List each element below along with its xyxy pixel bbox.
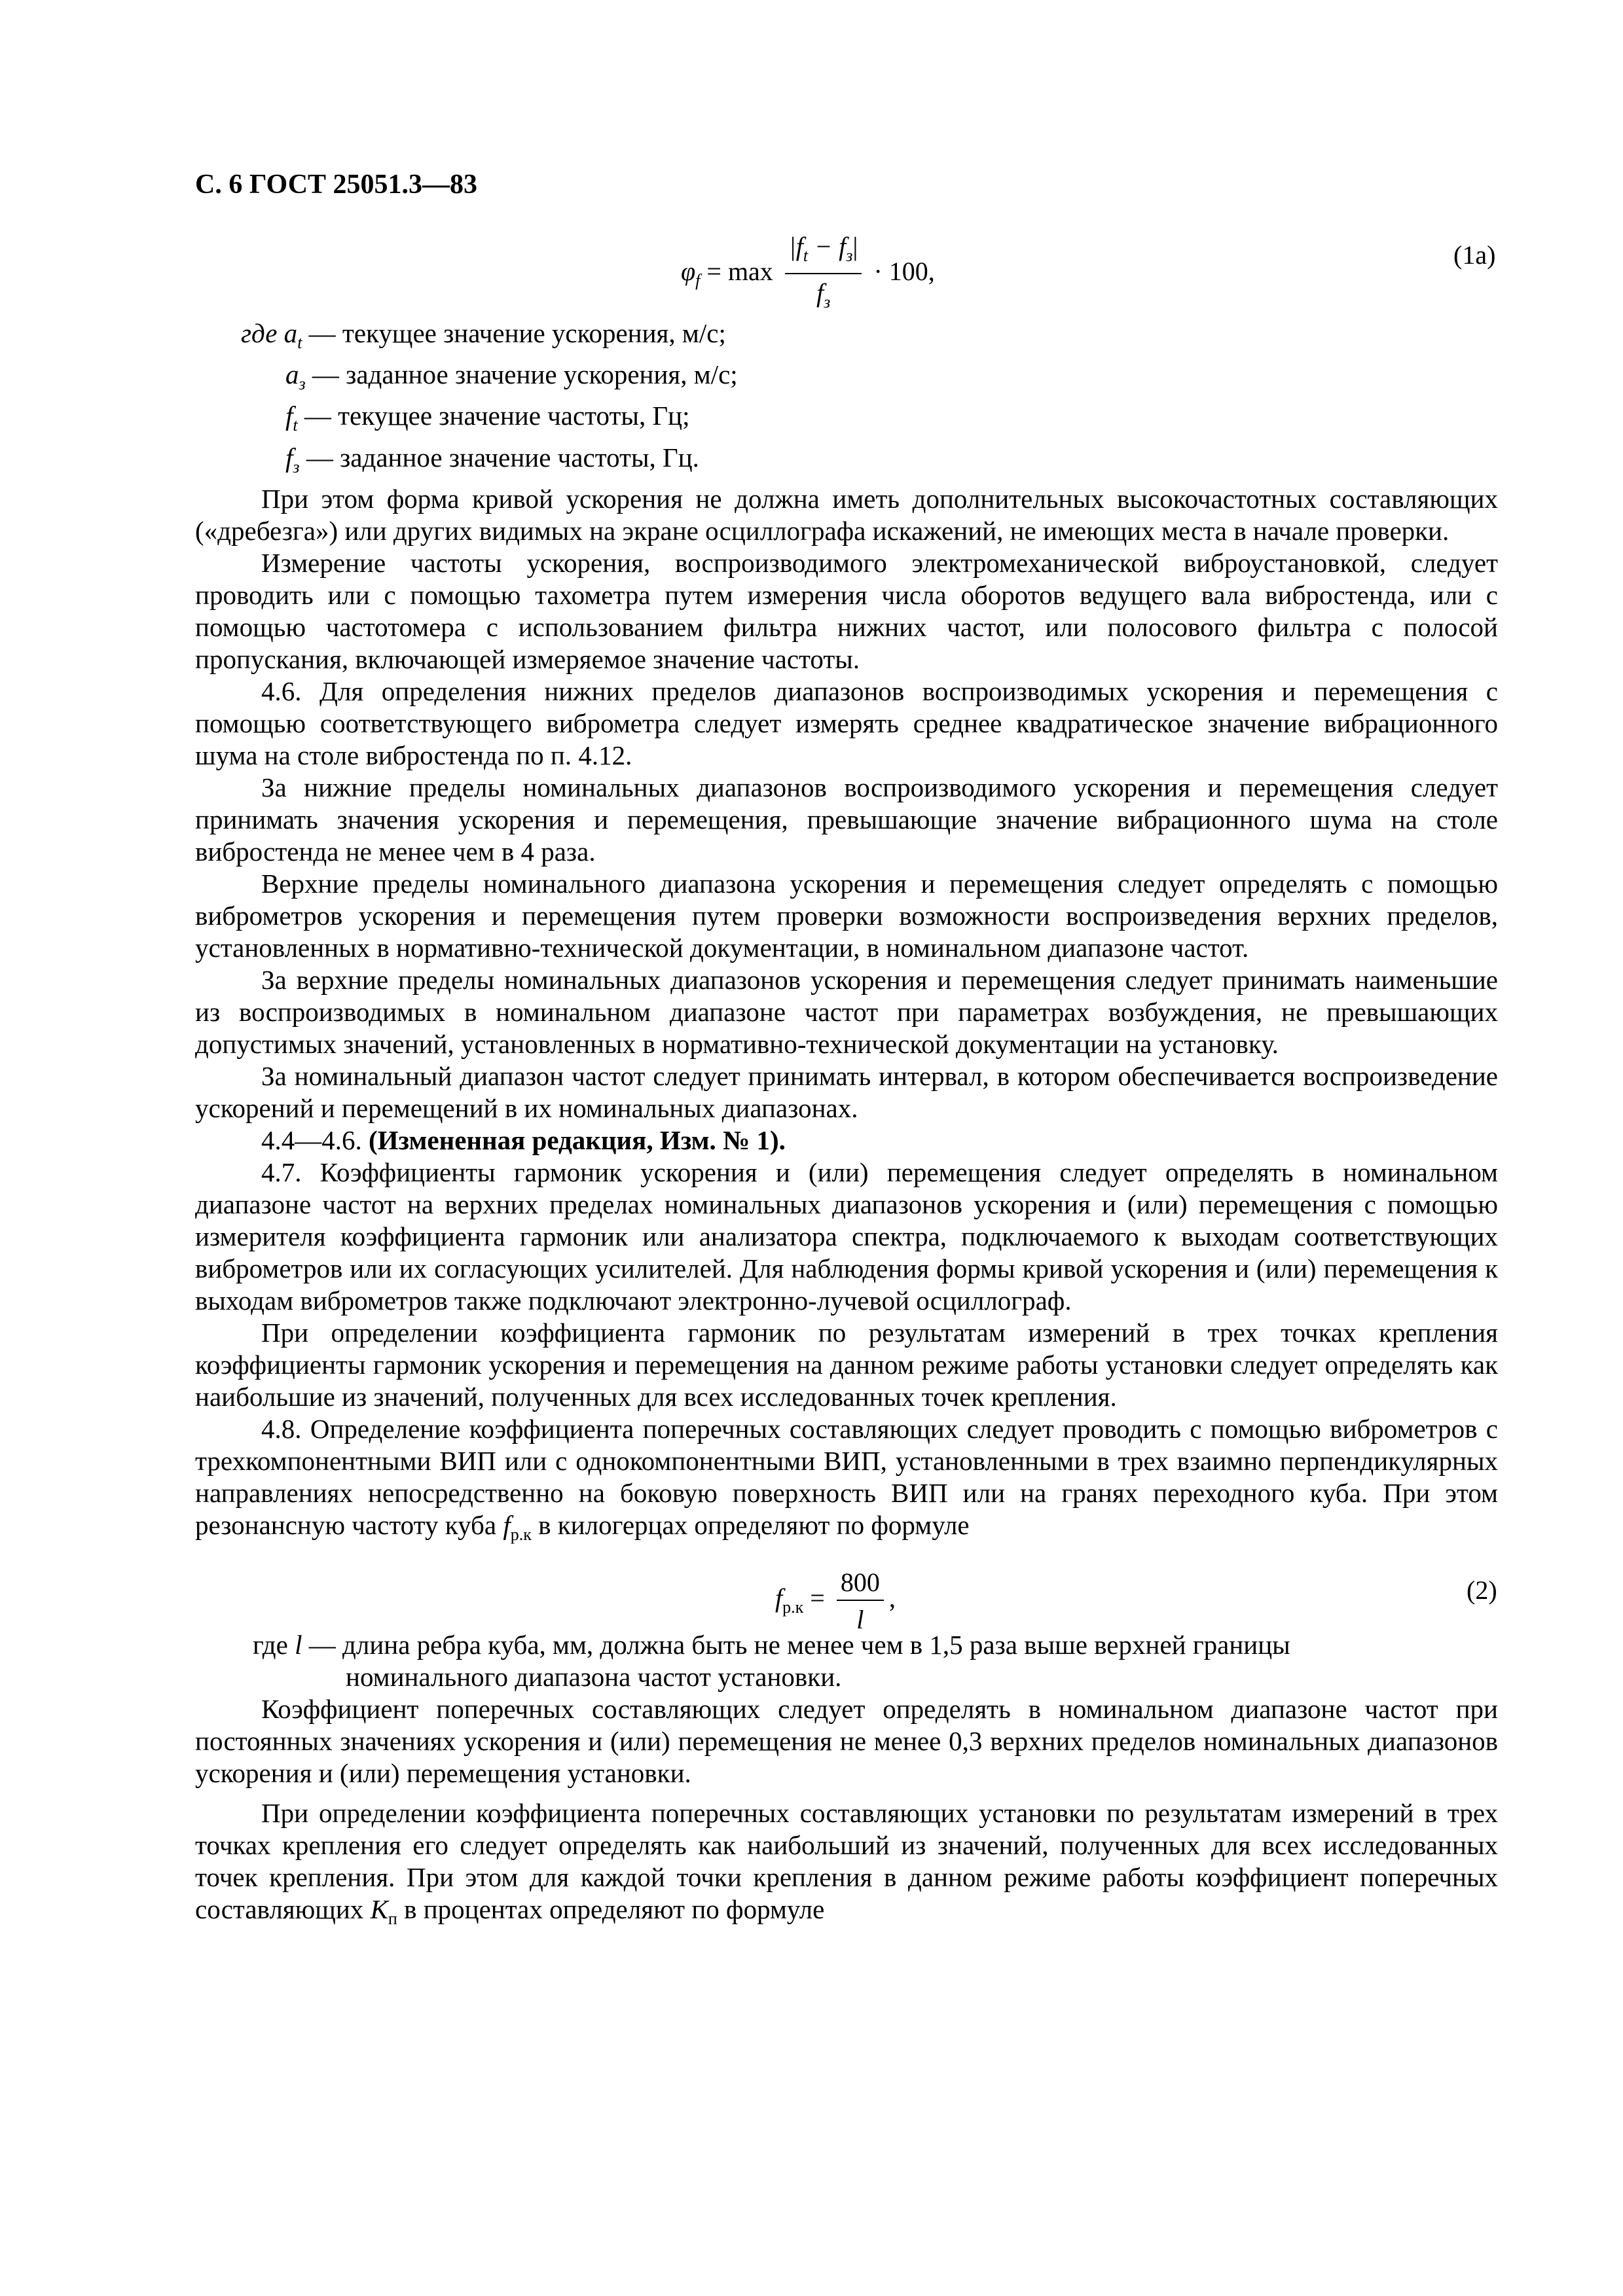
formula-2-row <box>195 1551 1498 1634</box>
definition-item: где $a_t$ — текущее значение ускорения, м/с; <box>241 318 726 353</box>
paragraph: При определении коэффициента гармоник по результатам измерений в трех точках крепления коэффициенты гармоник ускорения и перемещения на данном режиме работы установки следует определять как наибольшие из значений, полученных для всех исследованных точек крепления. <box>195 1317 1498 1412</box>
formula-number-1a: (1а) <box>1453 240 1496 270</box>
paragraph: За номинальный диапазон частот следует принимать интервал, в котором обеспечивается воспроизведение ускорений и перемещений в их номинальных диапазонах. <box>195 1060 1498 1123</box>
paragraph: За верхние пределы номинальных диапазонов ускорения и перемещения следует принимать наименьшие из воспроизводимых в номинальном диапазоне частот при параметрах возбуждения, не превышающих допустимых значений, установленных в нормативно-технической документации на установку. <box>195 964 1498 1059</box>
paragraph-4-8: 4.8. Определение коэффициента поперечных составляющих следует проводить с помощью виброметров с трехкомпонентными ВИП или с однокомпонентными ВИП, установленными в трех взаимно перпендикулярных направлениях непосредственно на боковую поверхность ВИП или на гранях переходного куба. При этом резонансную частоту куба $f_{р.к}$ в килогерцах определяют по формуле <box>195 1413 1498 1544</box>
formula-numerator: $|f_t - f_з|$ <box>785 230 862 274</box>
paragraph: Измерение частоты ускорения, воспроизводимого электромеханической виброустановкой, следует проводить или с помощью тахометра путем измерения числа оборотов ведущего вала вибростенда, или с помощью частотомера с использованием фильтра нижних частот, или полосового фильтра с полосой пропускания, включающей измеряемое значение частоты. <box>195 547 1498 674</box>
formula-lhs: φ <box>681 257 696 287</box>
definitions-list <box>241 317 1498 483</box>
amendment-note: 4.4—4.6. (Измененная редакция, Изм. № 1). <box>261 1124 786 1155</box>
definition-item: $f_t$ — текущее значение частоты, Гц; <box>285 401 690 435</box>
formula-1a <box>681 230 935 318</box>
paragraph: 4.7. Коэффициенты гармоник ускорения и (или) перемещения следует определять в номинальном диапазоне частот на верхних пределах номинальных диапазонов ускорения и (или) перемещения с помощью измерителя коэффициента гармоник или анализатора спектра, подключаемого к выходам соответствующих виброметров или их согласующих усилителей. Для наблюдения формы кривой ускорения и (или) перемещения к выходам виброметров также подключают электронно-лучевой осциллограф. <box>195 1157 1498 1316</box>
definition-item: $f_з$ — заданное значение частоты, Гц. <box>285 442 699 476</box>
paragraph: Верхние пределы номинального диапазона ускорения и перемещения следует определять с помощью виброметров ускорения и перемещения путем проверки возможности воспроизведения верхних пределов, установленных в нормативно-технической документации, в номинальном диапазоне частот. <box>195 868 1498 963</box>
formula-lhs-sub: f <box>695 271 701 291</box>
paragraph: Коэффициент поперечных составляющих следует определять в номинальном диапазоне частот при постоянных значениях ускорения и (или) перемещения не менее 0,3 верхних пределов номинальных диапазонов ускорения и (или) перемещения установки. <box>195 1693 1498 1788</box>
formula-2-fraction: $\frac{800}{l}$ <box>837 1566 884 1636</box>
page-header: С. 6 ГОСТ 25051.3—83 <box>195 170 478 200</box>
paragraph-last: При определении коэффициента поперечных составляющих установки по результатам измерений в трех точках крепления его следует определять как наибольший из значений, полученных для всех исследованных точек крепления. При этом для каждой точки крепления в данном режиме работы коэффициент поперечных составляющих $K_п$ в процентах определяют по формуле <box>195 1797 1498 1929</box>
formula-eq: = <box>706 257 721 287</box>
formula-denominator: $f_з$ <box>816 278 831 312</box>
definition-item: $a_з$ — заданное значение ускорения, м/с; <box>285 359 738 394</box>
document-body <box>195 317 1498 1935</box>
formula-max: max <box>727 257 773 287</box>
paragraph: За нижние пределы номинальных диапазонов воспроизводимого ускорения и перемещения следует принимать значения ускорения и перемещения, превышающие значение вибрационного шума на столе вибростенда не менее чем в 4 раза. <box>195 772 1498 867</box>
formula-2: $f_{р.к}$ = $\frac{800}{l}$ , <box>775 1567 896 1634</box>
paragraph: 4.6. Для определения нижних пределов диапазонов воспроизводимых ускорения и перемещения с помощью соответствующего виброметра следует измерять среднее квадратическое значение вибрационного шума на столе вибростенда по п. 4.12. <box>195 675 1498 770</box>
definition-l: где l — длина ребра куба, мм, должна быть не менее чем в 1,5 раза выше верхней границы номинального диапазона частот установки. <box>253 1629 1290 1692</box>
formula-number-2: (2) <box>1467 1575 1497 1605</box>
formula-tail: · 100, <box>873 257 935 287</box>
formula-fraction <box>785 230 862 318</box>
paragraph: При этом форма кривой ускорения не должна иметь дополнительных высокочастотных составляющих («дребезга») или других видимых на экране осциллографа искажений, не имеющих места в начале проверки. <box>195 483 1498 546</box>
